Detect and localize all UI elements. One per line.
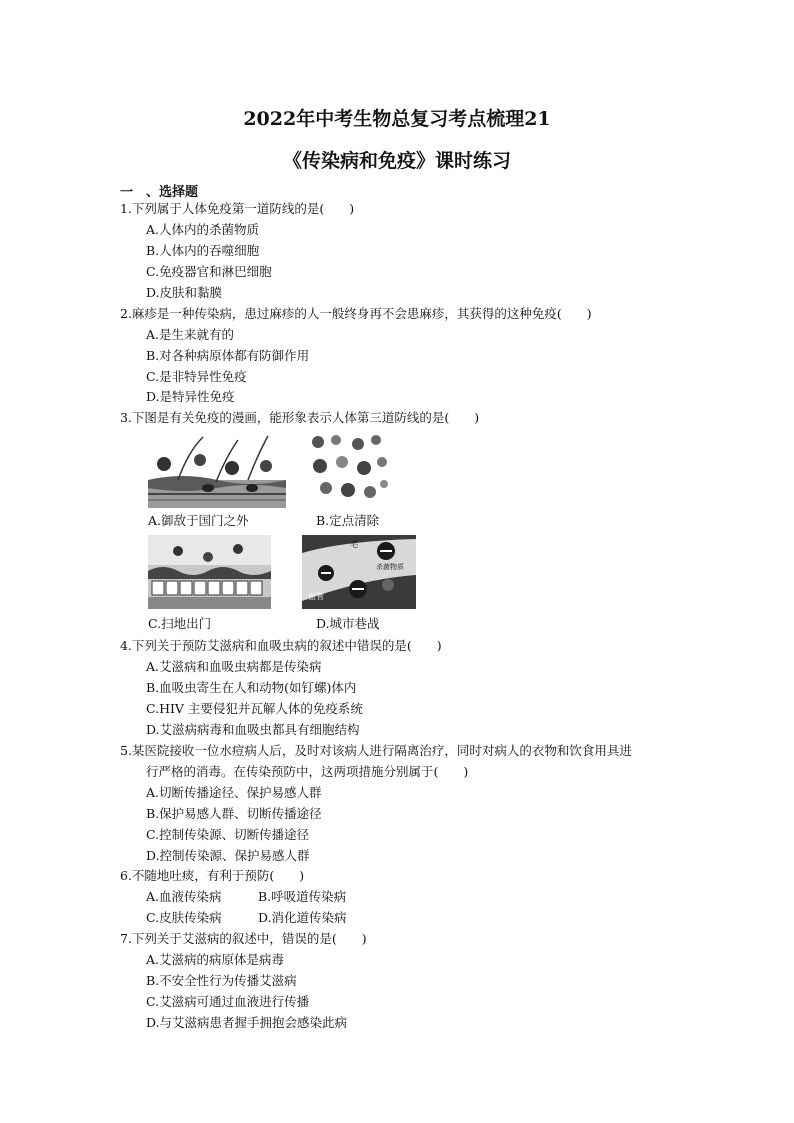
question-1-stem: 1.下列属于人体免疫第一道防线的是( )	[120, 201, 355, 216]
section-heading: 一 、选择题	[120, 185, 199, 200]
cartoon-image-c	[148, 535, 271, 609]
question-2-option-d: D.是特异性免疫	[146, 389, 235, 404]
question-5-option-b: B.保护易感人群、切断传播途径	[146, 806, 322, 821]
image-d-label-vessel: 血管	[308, 592, 324, 601]
image-d-label-bactericide: 杀菌物质	[376, 563, 404, 571]
question-2-option-c: C.是非特异性免疫	[146, 369, 247, 384]
page-title: 2022年中考生物总复习考点梳理21	[243, 108, 551, 130]
question-1-option-c: C.免疫器官和淋巴细胞	[146, 264, 272, 279]
image-d-label-hair: 毛	[350, 540, 358, 549]
question-1-option-a: A.人体内的杀菌物质	[146, 222, 260, 237]
cartoon-image-a	[148, 432, 286, 508]
question-3-caption-c: C.扫地出门	[148, 616, 212, 631]
question-2-option-a: A.是生来就有的	[146, 327, 235, 342]
question-2-option-b: B.对各种病原体都有防御作用	[146, 348, 310, 363]
question-7-option-b: B.不安全性行为传播艾滋病	[146, 973, 297, 988]
question-7-option-d: D.与艾滋病患者握手拥抱会感染此病	[146, 1015, 348, 1030]
question-4-option-d: D.艾滋病病毒和血吸虫都具有细胞结构	[146, 722, 360, 737]
question-5-option-a: A.切断传播途径、保护易感人群	[146, 785, 322, 800]
question-3-caption-b: B.定点清除	[316, 513, 380, 528]
question-1-option-d: D.皮肤和黏膜	[146, 285, 223, 300]
question-3-stem: 3.下图是有关免疫的漫画，能形象表示人体第三道防线的是( )	[120, 410, 480, 425]
question-6-option-b: B.呼吸道传染病	[258, 889, 347, 904]
question-4-option-a: A.艾滋病和血吸虫病都是传染病	[146, 659, 322, 674]
question-5-stem-line2: 行严格的消毒。在传染预防中，这两项措施分别属于( )	[146, 764, 469, 779]
question-6-option-c: C.皮肤传染病	[146, 910, 222, 925]
question-4-option-c: C.HIV 主要侵犯并瓦解人体的免疫系统	[146, 701, 363, 716]
cartoon-image-d	[302, 535, 416, 609]
question-5-stem: 5.某医院接收一位水痘病人后，及时对该病人进行隔离治疗，同时对病人的衣物和饮食用具进	[120, 743, 632, 758]
cartoon-image-b	[306, 432, 390, 508]
page-subtitle: 《传染病和免疫》课时练习	[282, 150, 511, 172]
question-7-option-c: C.艾滋病可通过血液进行传播	[146, 994, 310, 1009]
question-2-stem: 2.麻疹是一种传染病，患过麻疹的人一般终身再不会患麻疹，其获得的这种免疫( )	[120, 306, 592, 321]
question-7-option-a: A.艾滋病的病原体是病毒	[146, 952, 285, 967]
question-7-stem: 7.下列关于艾滋病的叙述中，错误的是( )	[120, 931, 367, 946]
question-3-caption-d: D.城市巷战	[316, 616, 380, 631]
question-6-option-a: A.血液传染病	[146, 889, 222, 904]
question-6-option-d: D.消化道传染病	[258, 910, 347, 925]
question-4-stem: 4.下列关于预防艾滋病和血吸虫病的叙述中错误的是( )	[120, 638, 442, 653]
question-3-caption-a: A.御敌于国门之外	[148, 513, 249, 528]
question-5-option-c: C.控制传染源、切断传播途径	[146, 827, 310, 842]
question-6-stem: 6.不随地吐痰，有利于预防( )	[120, 868, 305, 883]
question-1-option-b: B.人体内的吞噬细胞	[146, 243, 260, 258]
question-4-option-b: B.血吸虫寄生在人和动物(如钉螺)体内	[146, 680, 357, 695]
question-5-option-d: D.控制传染源、保护易感人群	[146, 848, 310, 863]
